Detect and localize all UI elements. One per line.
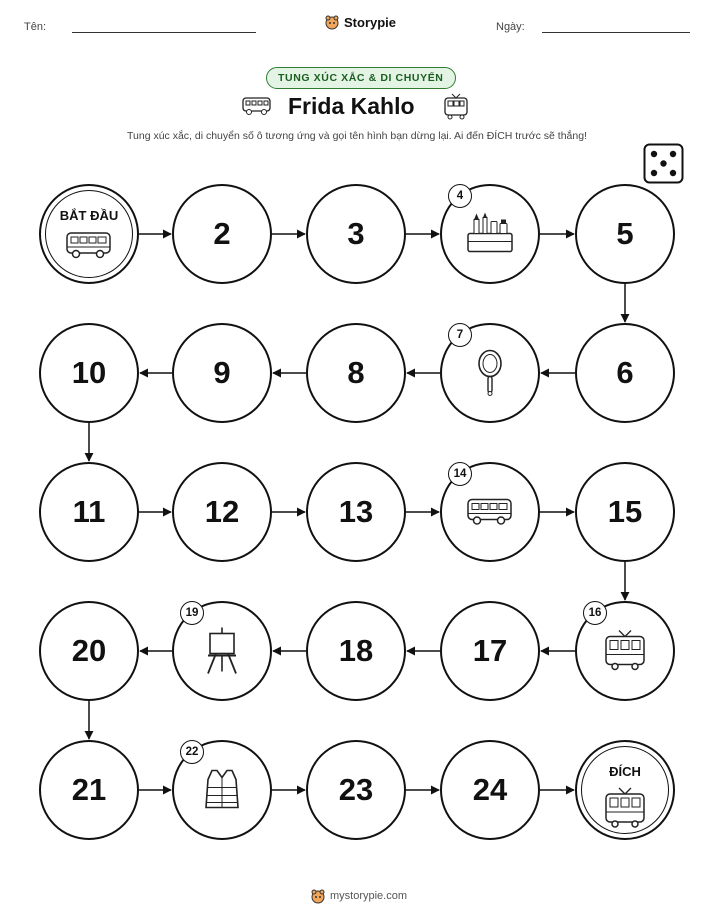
board-space [306,184,406,284]
space-number: 9 [213,355,231,390]
board-space [39,462,139,562]
space-number-badge: 7 [448,323,472,347]
board-space [440,740,540,840]
board-space [172,323,272,423]
board-space [172,184,272,284]
start-space [39,184,139,284]
space-number: 24 [472,772,508,807]
finish-label: ĐÍCH [609,764,641,779]
space-number-badge: 22 [180,740,204,764]
storypie-mascot-icon [310,888,326,904]
space-number: 20 [71,633,107,668]
space-number: 13 [338,494,374,529]
board-space [172,462,272,562]
instructions: Tung xúc xắc, di chuyển số ô tương ứng và gọi tên hình bạn dừng lại. Ai đến ĐÍCH trước sẽ thắng! [126,130,587,142]
footer-url[interactable]: mystorypie.com [330,890,408,902]
board-space [306,740,406,840]
space-number: 5 [616,216,634,251]
board-space-picture [440,184,540,284]
board-space [39,740,139,840]
date-label: Ngày: [496,21,525,33]
vest-icon [200,767,244,816]
page-title: Frida Kahlo [288,93,415,119]
board-space-picture [440,323,540,423]
space-number: 8 [347,355,365,390]
easel-icon [202,625,242,680]
space-number-badge: 4 [448,184,472,208]
board-space-picture [172,740,272,840]
start-label: BẮT ĐẦU [59,208,119,223]
space-number: 18 [338,633,374,668]
hand-mirror-icon [475,348,505,401]
bus-icon [65,230,113,265]
board-space [575,462,675,562]
paint-kit-icon [464,211,516,260]
board-space-picture [440,462,540,562]
space-number: 23 [338,772,374,807]
board-space [39,323,139,423]
bus-icon [466,496,514,531]
board-space [575,323,675,423]
name-label: Tên: [24,21,47,33]
brand-name: Storypie [344,14,397,30]
board-space [306,462,406,562]
board-space [306,323,406,423]
tram-icon [602,628,648,677]
space-number: 10 [71,355,107,390]
game-type-badge: TUNG XÚC XẮC & DI CHUYỂN [266,67,456,89]
board-space [575,184,675,284]
space-number: 21 [71,772,107,807]
space-number: 12 [204,494,240,529]
space-number: 11 [72,494,106,529]
finish-space [575,740,675,840]
space-number-badge: 19 [180,601,204,625]
space-number: 3 [347,216,365,251]
space-number: 6 [616,355,634,390]
board-space [39,601,139,701]
board-space-picture [172,601,272,701]
board-space [306,601,406,701]
space-number-badge: 16 [583,601,607,625]
tram-icon [602,786,648,835]
space-number: 17 [472,633,508,668]
space-number-badge: 14 [448,462,472,486]
space-number: 15 [607,494,643,529]
board-space-picture [575,601,675,701]
footer [310,888,407,904]
space-number: 2 [213,216,231,251]
board-space [440,601,540,701]
